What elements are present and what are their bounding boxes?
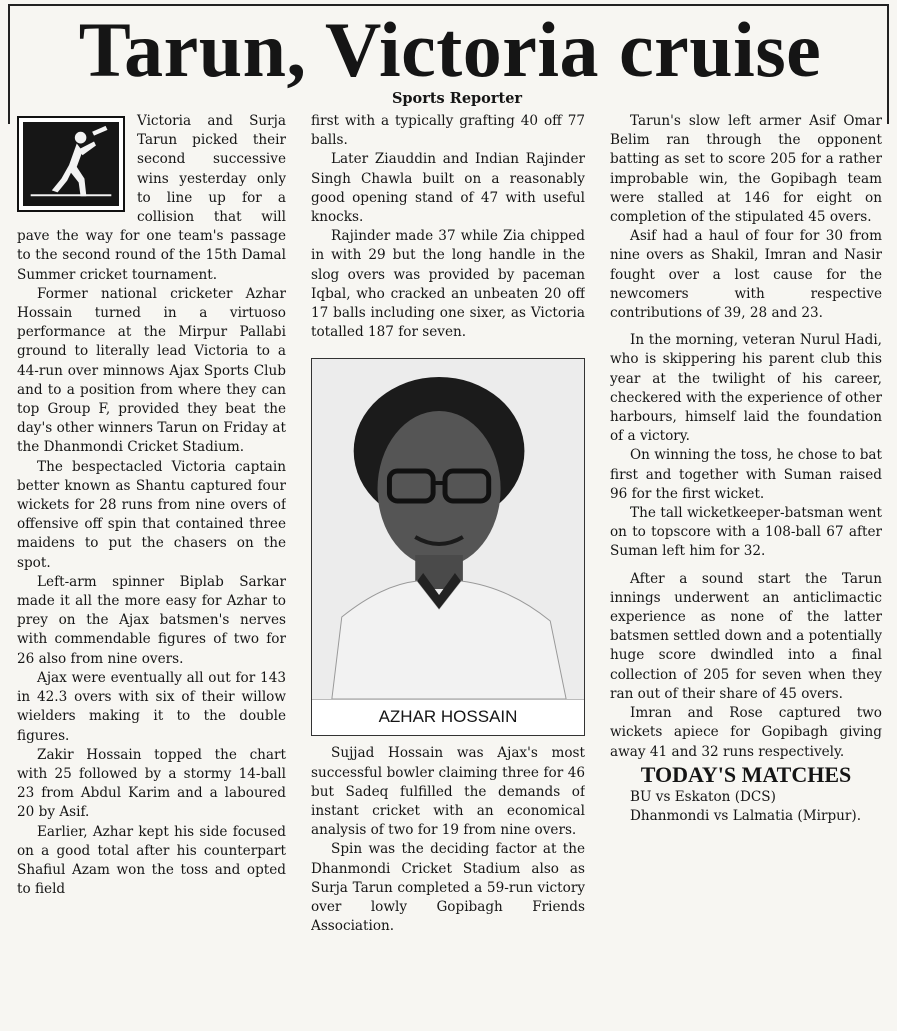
paragraph: On winning the toss, he chose to bat first and together with Suman raised 96 for the first wicket. xyxy=(610,447,882,502)
right-rule xyxy=(887,4,889,124)
match-item: Dhanmondi vs Lalmatia (Mirpur). xyxy=(630,807,862,824)
column-1 xyxy=(17,112,286,1030)
paragraph: Former national cricketer Azhar Hossain turned in a virtuoso performance at the Mirpur Pallabi ground to literally lead Victoria to a 44-run over minnows Ajax Sports Club and to a position from where they can top Group F, provided they beat the day's other winners Tarun on Friday at the Dhanmondi Cricket Stadium. xyxy=(17,285,286,456)
paragraph: After a sound start the Tarun innings underwent an anticlimactic experience as none of the latter batsmen settled down and a potentially huge score dwindled into a final collection of 205 for seven when they ran out of their share of 45 overs. xyxy=(610,570,882,702)
paragraph: Victoria and Surja Tarun picked their second successive wins yesterday only to line up for a collision that will pave the way for one team's passage to the second round of the 15th Damal Summer cricket tournament. xyxy=(17,113,286,283)
byline: Sports Reporter xyxy=(391,90,523,107)
portrait-image xyxy=(312,359,584,699)
left-rule xyxy=(8,4,10,124)
cricket-batsman-icon xyxy=(17,116,125,212)
paragraph: Sujjad Hossain was Ajax's most successful bowler claiming three for 46 but Sadeq fulfilled the demands of instant cricket with an economical analysis of two for 19 from nine overs. xyxy=(311,745,585,839)
headline: Tarun, Victoria cruise xyxy=(78,6,822,93)
paragraph: Later Ziauddin and Indian Rajinder Singh Chawla built on a reasonably good opening stand of 47 with useful knocks. xyxy=(311,151,585,226)
paragraph: Earlier, Azhar kept his side focused on a good total after his counterpart Shafiul Azam won the toss and opted to field xyxy=(17,823,286,898)
paragraph: Left-arm spinner Biplab Sarkar made it all the more easy for Azhar to prey on the Ajax batsmen's nerves with commendable figures of two for 26 also from nine overs. xyxy=(17,573,286,667)
paragraph: Ajax were eventually all out for 143 in 42.3 overs with six of their willow wielders making it to the double figures. xyxy=(17,669,286,744)
portrait-photo xyxy=(311,358,585,736)
photo-caption: AZHAR HOSSAIN xyxy=(312,699,584,734)
paragraph: The bespectacled Victoria captain better known as Shantu captured four wickets for 28 runs from nine overs of offensive off spin that contained three maidens to put the chasers on the spot. xyxy=(17,458,286,571)
column-2 xyxy=(311,112,585,1030)
paragraph: The tall wicketkeeper-batsman went on to topscore with a 108-ball 67 after Suman left him for 32. xyxy=(610,505,882,560)
paragraph: Imran and Rose captured two wickets apiece for Gopibagh giving away 41 and 32 runs respectively. xyxy=(610,705,882,760)
paragraph: Zakir Hossain topped the chart with 25 followed by a stormy 14-ball 23 from Abdul Karim and a laboured 20 by Asif. xyxy=(17,746,286,821)
paragraph: Asif had a haul of four for 30 from nine overs as Shakil, Imran and Nasir fought over a lost cause for the newcomers with respective contributions of 39, 28 and 23. xyxy=(610,228,882,322)
paragraph: first with a typically grafting 40 off 77 balls. xyxy=(311,113,585,149)
column-3 xyxy=(610,112,882,1030)
paragraph: In the morning, veteran Nurul Hadi, who is skippering his parent club this year at the twilight of his career, checkered with the experience of other harbours, himself laid the foundation of a victory. xyxy=(610,332,882,445)
paragraph: Tarun's slow left armer Asif Omar Belim ran through the opponent batting as set to score 205 for a rather improbable win, the Gopibagh team were stalled at 146 for eight on completion of the stipulated 45 overs. xyxy=(610,113,882,226)
paragraph: Rajinder made 37 while Zia chipped in with 29 but the long handle in the slog overs was provided by paceman Iqbal, who cracked an unbeaten 20 off 17 balls including one sixer, as Victoria totalled 187 for seven. xyxy=(311,228,585,341)
match-item: BU vs Eskaton (DCS) xyxy=(630,788,776,805)
cricket-batsman-icon-graphic xyxy=(23,122,119,206)
paragraph: Spin was the deciding factor at the Dhanmondi Cricket Stadium also as Surja Tarun completed a 59-run victory over lowly Gopibagh Friends Association. xyxy=(311,841,585,935)
todays-matches-heading: TODAY'S MATCHES xyxy=(640,761,852,787)
